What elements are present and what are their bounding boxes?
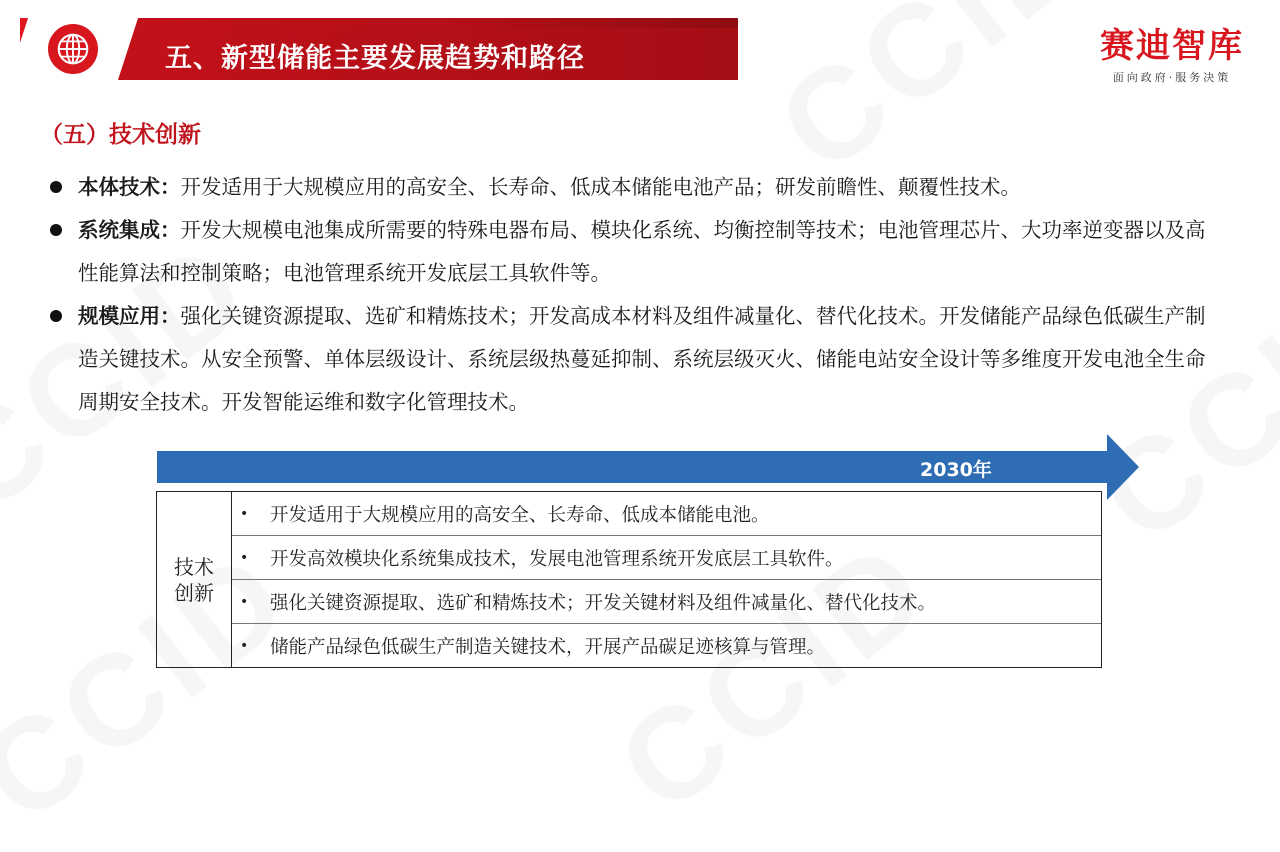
row-text: 储能产品绿色低碳生产制造关键技术，开展产品碳足迹核算与管理。 <box>270 636 826 658</box>
category-label-line: 技术 <box>174 554 214 579</box>
row-text: 开发高效模块化系统集成技术，发展电池管理系统开发底层工具软件。 <box>270 548 844 570</box>
timeline-label: 2030年 <box>920 459 992 481</box>
innovation-rows <box>232 492 1101 667</box>
row-bullet: • <box>240 505 249 522</box>
bullet-item <box>48 166 1218 209</box>
brand-slogan: 面向政府·服务决策 <box>1112 71 1232 84</box>
bullet-dot <box>50 224 62 236</box>
brand-logo <box>1100 18 1244 85</box>
row-bullet: • <box>240 593 249 610</box>
section-title: （五）技术创新 <box>40 122 201 148</box>
bullet-heading: 本体技术： <box>78 175 181 199</box>
row-bullet: • <box>240 637 249 654</box>
table-row <box>232 624 1101 667</box>
bullet-text: 开发大规模电池集成所需要的特殊电器布局、模块化系统、均衡控制等技术；电池管理芯片、大功率逆变器以及高性能算法和控制策略；电池管理系统开发底层工具软件等。 <box>78 218 1206 285</box>
bullet-item <box>48 295 1218 424</box>
table-row <box>232 536 1101 580</box>
bullet-list <box>48 166 1218 424</box>
bullet-heading: 规模应用： <box>78 304 181 328</box>
category-label-line: 创新 <box>174 580 214 605</box>
innovation-table <box>156 491 1102 668</box>
table-row <box>232 492 1101 536</box>
bullet-item <box>48 209 1218 295</box>
bullet-heading: 系统集成： <box>78 218 181 242</box>
timeline-arrow-head <box>1107 434 1139 500</box>
category-cell <box>157 492 232 667</box>
row-bullet: • <box>240 549 249 566</box>
row-text: 开发适用于大规模应用的高安全、长寿命、低成本储能电池。 <box>270 504 770 526</box>
row-text: 强化关键资源提取、选矿和精炼技术；开发关键材料及组件减量化、替代化技术。 <box>270 592 937 614</box>
table-row <box>232 580 1101 624</box>
bullet-text: 开发适用于大规模应用的高安全、长寿命、低成本储能电池产品；研发前瞻性、颠覆性技术。 <box>180 175 1021 199</box>
bullet-dot <box>50 310 62 322</box>
page-title: 五、新型储能主要发展趋势和路径 <box>165 43 585 74</box>
brand-name: 赛迪智库 <box>1100 26 1244 66</box>
globe-icon <box>48 24 98 74</box>
bullet-text: 强化关键资源提取、选矿和精炼技术；开发高成本材料及组件减量化、替代化技术。开发储能产品绿色低碳生产制造关键技术。从安全预警、单体层级设计、系统层级热蔓延抑制、系统层级灭火、储能电站安全设计等多维度开发电池全生命周期安全技术。开发智能运维和数字化管理技术。 <box>78 304 1206 414</box>
bullet-dot <box>50 181 62 193</box>
